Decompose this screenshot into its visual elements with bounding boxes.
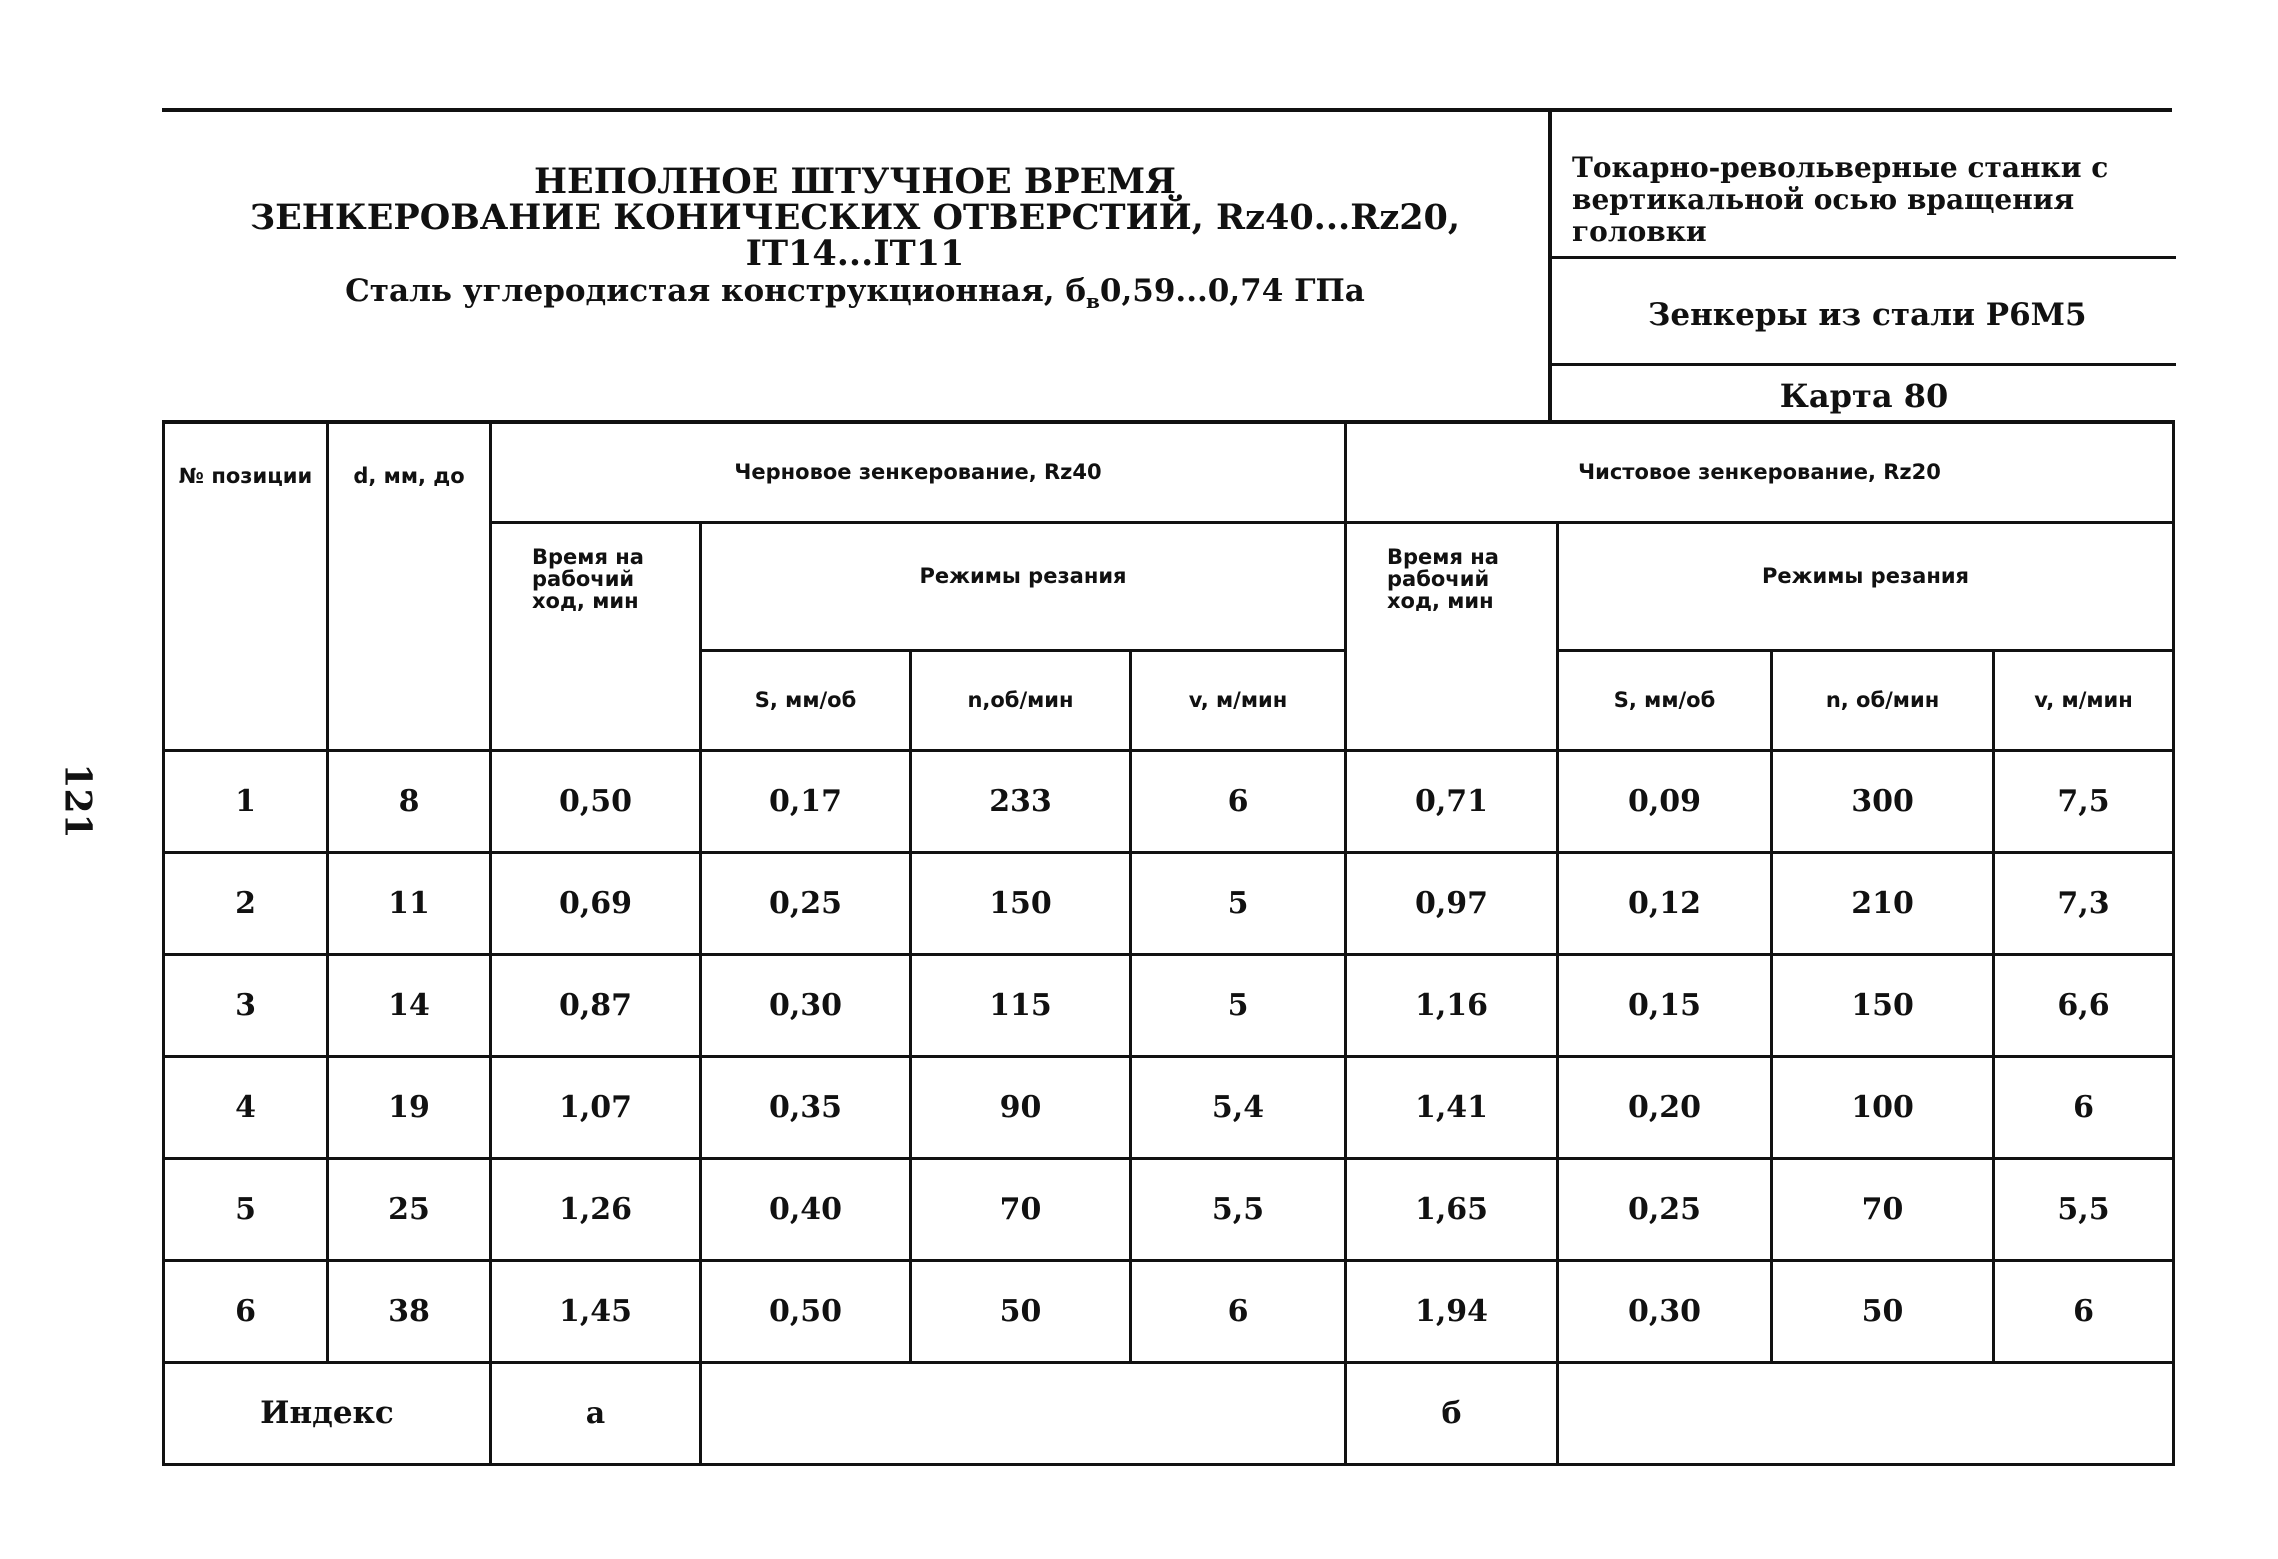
index-row <box>164 1362 2174 1464</box>
cell-rough-speed: 233 <box>911 750 1131 852</box>
material-label: Сталь углеродистая конструкционная, б <box>345 273 1087 309</box>
header-rough-modes: Режимы резания <box>701 522 1346 650</box>
header-rough-speed: n,об/мин <box>911 650 1131 750</box>
tool-material-box <box>1552 256 2176 366</box>
header-position: № позиции <box>164 422 328 750</box>
header-finish-velocity: v, м/мин <box>1994 650 2174 750</box>
header-rough-feed: S, мм/об <box>701 650 911 750</box>
material-strength: 0,59...0,74 ГПа <box>1099 273 1365 309</box>
cell-finish-speed: 50 <box>1772 1260 1994 1362</box>
card-number: Карта 80 <box>1779 377 1949 415</box>
cell-rough-velocity: 5 <box>1131 852 1346 954</box>
cell-finish-velocity: 6 <box>1994 1260 2174 1362</box>
cell-finish-time: 1,16 <box>1346 954 1558 1056</box>
cell-rough-time: 1,26 <box>491 1158 701 1260</box>
machine-type: Токарно-револьверные станки с вертикальной осью вращения головки <box>1572 151 2109 248</box>
cell-finish-time: 1,65 <box>1346 1158 1558 1260</box>
cell-rough-velocity: 6 <box>1131 750 1346 852</box>
header-rough-velocity: v, м/мин <box>1131 650 1346 750</box>
cell-rough-speed: 70 <box>911 1158 1131 1260</box>
cell-finish-velocity: 7,5 <box>1994 750 2174 852</box>
cell-finish-time: 1,41 <box>1346 1056 1558 1158</box>
cell-finish-feed: 0,09 <box>1558 750 1772 852</box>
header-diameter: d, мм, до <box>328 422 491 750</box>
header-finish-modes: Режимы резания <box>1558 522 2174 650</box>
cell-finish-feed: 0,30 <box>1558 1260 1772 1362</box>
header-finish-feed: S, мм/об <box>1558 650 1772 750</box>
table-row <box>164 1158 2174 1260</box>
header-right-block <box>1548 112 2176 424</box>
material-subscript: в <box>1086 289 1100 314</box>
cell-position: 4 <box>164 1056 328 1158</box>
cell-finish-speed: 210 <box>1772 852 1994 954</box>
index-finish: б <box>1346 1362 1558 1464</box>
table-row <box>164 954 2174 1056</box>
cell-rough-time: 1,07 <box>491 1056 701 1158</box>
cell-rough-feed: 0,17 <box>701 750 911 852</box>
time-norms-table <box>162 420 2175 1466</box>
table-row <box>164 750 2174 852</box>
cell-finish-velocity: 6,6 <box>1994 954 2174 1056</box>
cell-rough-feed: 0,35 <box>701 1056 911 1158</box>
page-number: 121 <box>56 763 99 839</box>
cell-finish-feed: 0,15 <box>1558 954 1772 1056</box>
cell-diameter: 8 <box>328 750 491 852</box>
cell-rough-speed: 150 <box>911 852 1131 954</box>
title-line-2: ЗЕНКЕРОВАНИЕ КОНИЧЕСКИХ ОТВЕРСТИЙ, Rz40...Rz20, IT14...IT11 <box>249 197 1461 274</box>
cell-rough-velocity: 5,4 <box>1131 1056 1346 1158</box>
cell-finish-velocity: 7,3 <box>1994 852 2174 954</box>
header-rough-time: Время на рабочий ход, мин <box>491 522 701 750</box>
cell-rough-speed: 115 <box>911 954 1131 1056</box>
cell-finish-velocity: 5,5 <box>1994 1158 2174 1260</box>
header-finish-time: Время на рабочий ход, мин <box>1346 522 1558 750</box>
cell-rough-velocity: 6 <box>1131 1260 1346 1362</box>
cell-rough-time: 0,69 <box>491 852 701 954</box>
cell-diameter: 25 <box>328 1158 491 1260</box>
cell-rough-velocity: 5 <box>1131 954 1346 1056</box>
cell-diameter: 11 <box>328 852 491 954</box>
title-block <box>162 112 1548 424</box>
cell-rough-time: 1,45 <box>491 1260 701 1362</box>
cell-finish-speed: 150 <box>1772 954 1994 1056</box>
card-header <box>162 108 2172 424</box>
cell-rough-velocity: 5,5 <box>1131 1158 1346 1260</box>
cell-rough-time: 0,87 <box>491 954 701 1056</box>
cell-finish-speed: 100 <box>1772 1056 1994 1158</box>
cell-rough-feed: 0,40 <box>701 1158 911 1260</box>
table-row <box>164 1260 2174 1362</box>
cell-rough-feed: 0,30 <box>701 954 911 1056</box>
cell-rough-speed: 90 <box>911 1056 1131 1158</box>
cell-position: 2 <box>164 852 328 954</box>
cell-finish-feed: 0,20 <box>1558 1056 1772 1158</box>
index-finish-blank <box>1558 1362 2174 1464</box>
cell-finish-time: 1,94 <box>1346 1260 1558 1362</box>
cell-position: 3 <box>164 954 328 1056</box>
index-rough-blank <box>701 1362 1346 1464</box>
cell-position: 6 <box>164 1260 328 1362</box>
tool-material: Зенкеры из стали Р6М5 <box>1648 297 2087 333</box>
index-label: Индекс <box>164 1362 491 1464</box>
cell-finish-speed: 300 <box>1772 750 1994 852</box>
cell-finish-time: 0,71 <box>1346 750 1558 852</box>
index-rough: а <box>491 1362 701 1464</box>
header-rough-group: Черновое зенкерование, Rz40 <box>491 422 1346 522</box>
cell-finish-feed: 0,12 <box>1558 852 1772 954</box>
cell-rough-speed: 50 <box>911 1260 1131 1362</box>
title-line-3 <box>162 272 1548 320</box>
table-row <box>164 1056 2174 1158</box>
cell-rough-feed: 0,25 <box>701 852 911 954</box>
cell-finish-speed: 70 <box>1772 1158 1994 1260</box>
cell-finish-time: 0,97 <box>1346 852 1558 954</box>
table-row <box>164 852 2174 954</box>
cell-position: 5 <box>164 1158 328 1260</box>
cell-finish-velocity: 6 <box>1994 1056 2174 1158</box>
cell-rough-time: 0,50 <box>491 750 701 852</box>
header-finish-speed: n, об/мин <box>1772 650 1994 750</box>
cell-diameter: 14 <box>328 954 491 1056</box>
cell-finish-feed: 0,25 <box>1558 1158 1772 1260</box>
title-line-1: НЕПОЛНОЕ ШТУЧНОЕ ВРЕМЯ <box>533 161 1177 202</box>
cell-diameter: 19 <box>328 1056 491 1158</box>
cell-position: 1 <box>164 750 328 852</box>
cell-rough-feed: 0,50 <box>701 1260 911 1362</box>
cell-diameter: 38 <box>328 1260 491 1362</box>
header-finish-group: Чистовое зенкерование, Rz20 <box>1346 422 2174 522</box>
